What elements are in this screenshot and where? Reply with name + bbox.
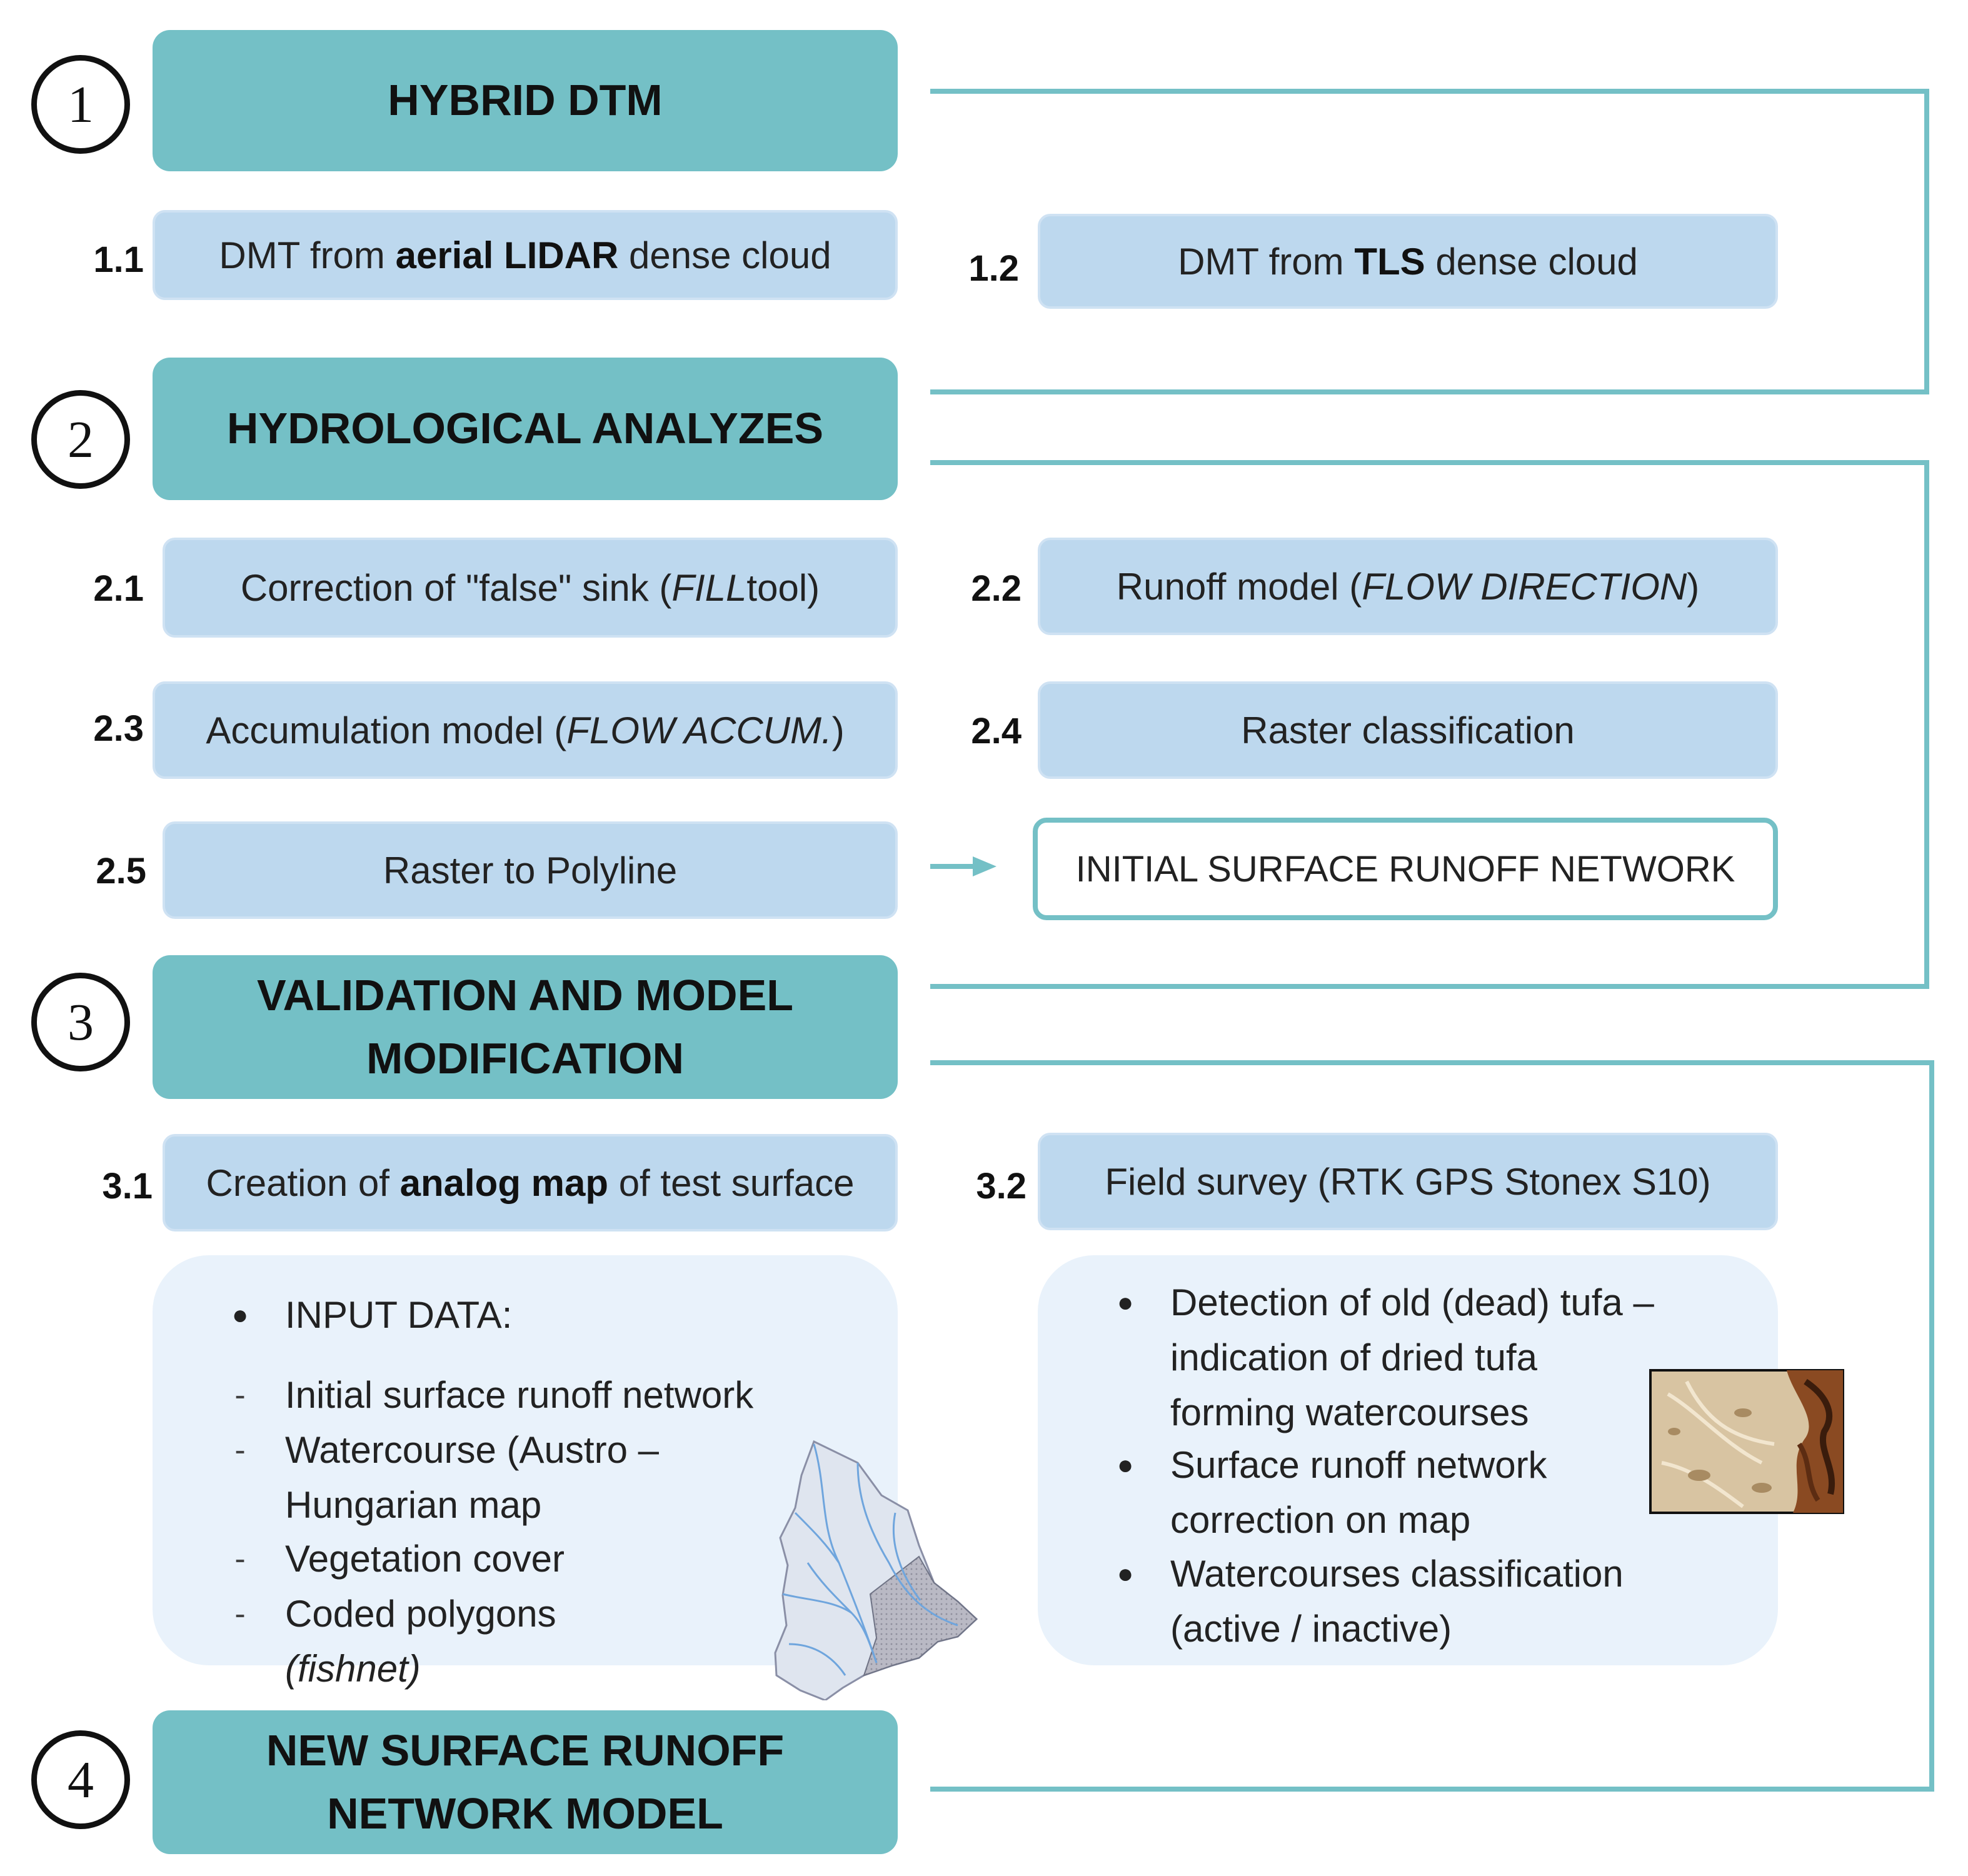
stage-1-title: HYBRID DTM: [388, 76, 663, 125]
stage-hybrid-dtm: [153, 30, 898, 171]
input-item-3: - Vegetation cover: [234, 1538, 565, 1580]
substep-3-1-box: Creation of analog map of test surface: [163, 1134, 898, 1231]
substep-2-1-number: 2.1: [93, 568, 144, 609]
input-item-4: - Coded polygons (fishnet): [234, 1593, 556, 1690]
arrow-right-icon: [930, 856, 997, 876]
substep-1-2-box: DMT from TLS dense cloud: [1038, 214, 1778, 309]
input-data-heading: ● INPUT DATA:: [231, 1294, 513, 1336]
stage-hydrological-analyzes: [153, 358, 898, 500]
catchment-map-icon: [770, 1438, 983, 1700]
substep-2-2-box: Runoff model ( FLOW DIRECTION ): [1038, 538, 1778, 635]
substep-2-4-number: 2.4: [971, 710, 1022, 751]
stage-4-title-line-1: NEW SURFACE RUNOFF: [266, 1725, 785, 1775]
substep-2-4-box: Raster classification: [1038, 681, 1778, 779]
tufa-photo-icon: [1649, 1369, 1844, 1514]
substep-2-2-number: 2.2: [971, 568, 1022, 609]
stage-new-surface-runoff-network-model: [153, 1710, 898, 1854]
step-1-marker: [31, 55, 130, 154]
substep-3-1-number: 3.1: [102, 1165, 153, 1206]
input-item-1: - Initial surface runoff network: [234, 1374, 754, 1416]
substep-2-3-number: 2.3: [93, 708, 144, 749]
survey-item-2: ● Surface runoff network correction on map: [1117, 1444, 1547, 1541]
survey-item-3: ● Watercourses classification (active / inactive): [1117, 1553, 1624, 1650]
substep-2-3-box: Accumulation model ( FLOW ACCUM. ): [153, 681, 898, 779]
stage-2-title: HYDROLOGICAL ANALYZES: [226, 404, 824, 453]
substep-1-2-number: 1.2: [968, 248, 1019, 289]
substep-3-2-number: 3.2: [976, 1165, 1027, 1206]
step-3-marker: [31, 973, 130, 1071]
step-4-marker: [31, 1730, 130, 1829]
step-3-number: 3: [68, 993, 94, 1051]
substep-2-5-number: 2.5: [96, 850, 146, 891]
stage-3-title-line-2: MODIFICATION: [366, 1034, 685, 1083]
substep-3-2-box: Field survey (RTK GPS Stonex S10): [1038, 1133, 1778, 1230]
step-4-number: 4: [68, 1750, 94, 1809]
stage-3-title-line-1: VALIDATION AND MODEL: [256, 970, 794, 1020]
step-2-number: 2: [68, 410, 94, 469]
survey-item-1: ● Detection of old (dead) tufa – indication of dried tufa forming watercourses: [1117, 1282, 1654, 1433]
input-item-2: - Watercourse (Austro – Hungarian map: [234, 1429, 659, 1526]
step-1-number: 1: [68, 75, 94, 134]
substep-2-1-box: Correction of "false" sink ( FILL tool): [163, 538, 898, 638]
initial-surface-runoff-network-box: INITIAL SURFACE RUNOFF NETWORK: [1033, 818, 1778, 920]
substep-1-1-box: DMT from aerial LIDAR dense cloud: [153, 210, 898, 300]
substep-1-1-number: 1.1: [93, 239, 144, 280]
stage-validation-and-model-modification: [153, 955, 898, 1099]
substep-2-5-box: Raster to Polyline: [163, 821, 898, 919]
stage-4-title-line-2: NETWORK MODEL: [327, 1789, 723, 1838]
step-2-marker: [31, 390, 130, 489]
